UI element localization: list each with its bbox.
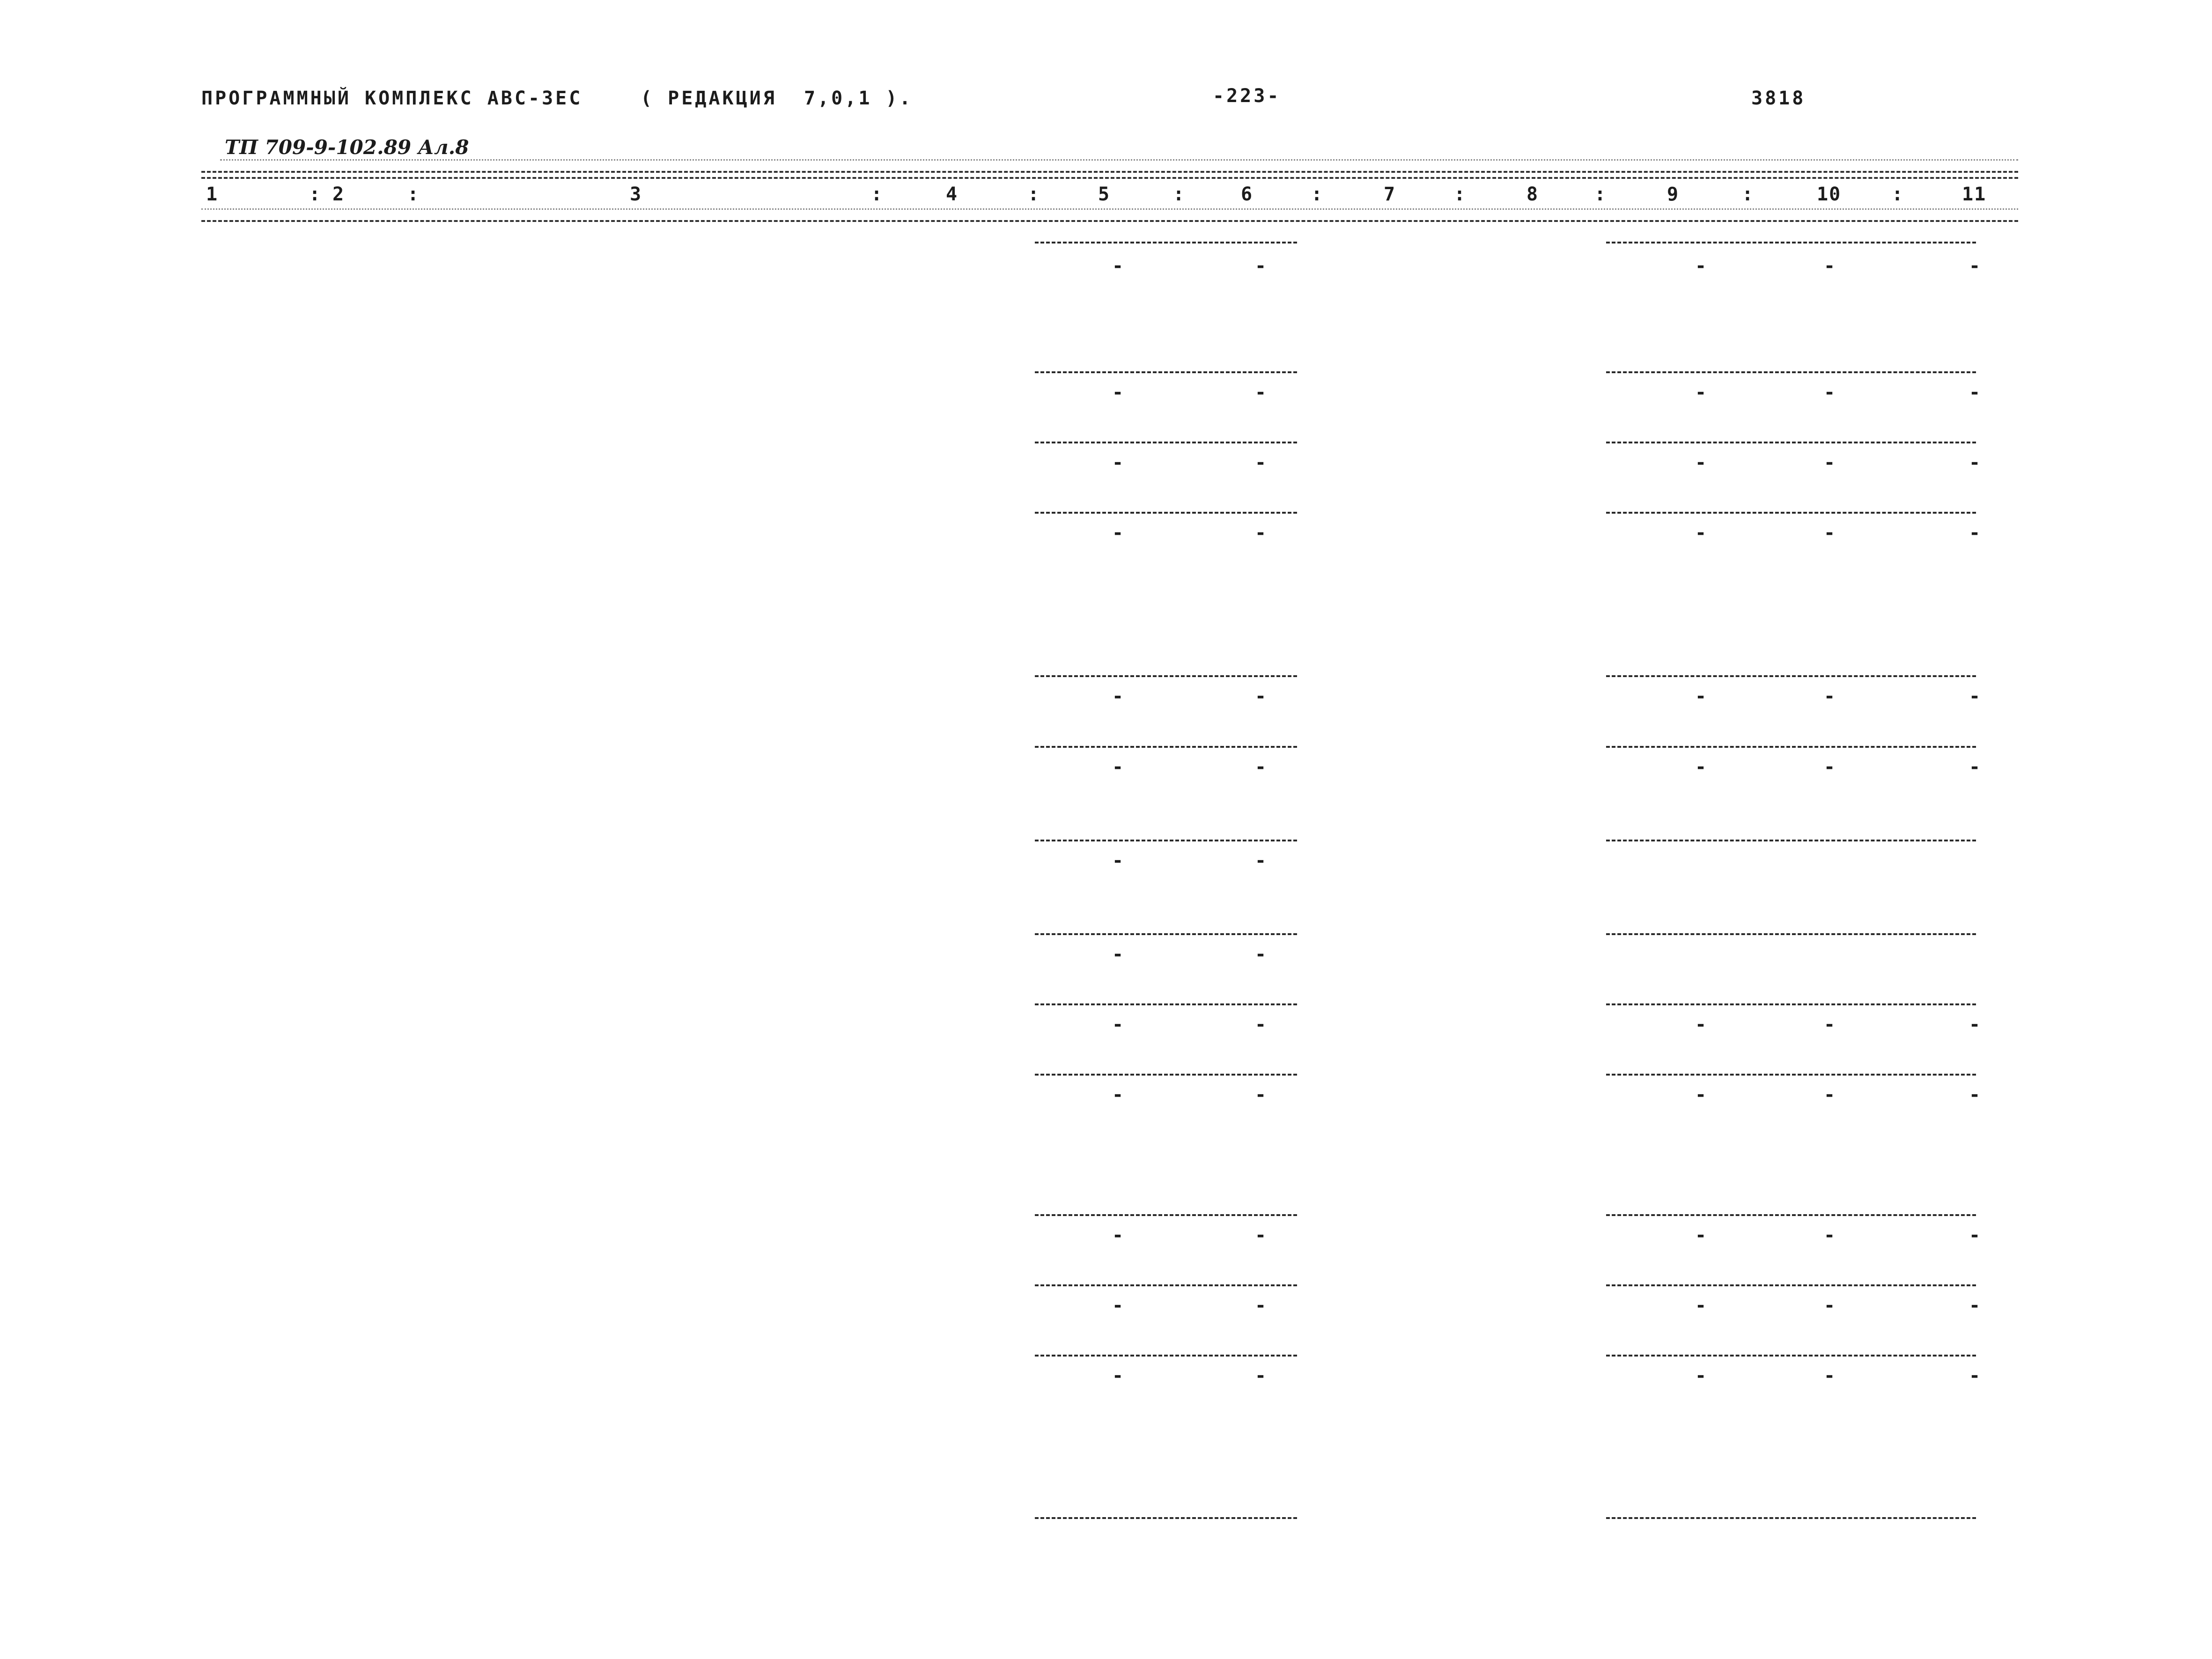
placeholder-dash: -: [1255, 1014, 1268, 1035]
placeholder-dash: -: [1255, 1084, 1268, 1106]
subtotal-underline: [1606, 1517, 1976, 1519]
placeholder-dash: -: [1112, 756, 1125, 778]
subtotal-underline: [1035, 675, 1297, 677]
placeholder-dash: -: [1255, 382, 1268, 403]
subtotal-underline: [1035, 1355, 1297, 1357]
header-bottom-rule: [201, 220, 2018, 222]
placeholder-dash: -: [1255, 850, 1268, 871]
placeholder-dash: -: [1695, 382, 1708, 403]
placeholder-dash: -: [1969, 255, 1982, 277]
column-header-6: 6: [1241, 184, 1253, 205]
placeholder-dash: -: [1695, 522, 1708, 544]
subtotal-underline: [1035, 746, 1297, 748]
column-header-dots: [201, 208, 2018, 210]
column-separator: :: [1892, 184, 1903, 205]
placeholder-dash: -: [1112, 944, 1125, 965]
subtotal-underline: [1035, 1214, 1297, 1216]
placeholder-dash: -: [1969, 382, 1982, 403]
subtotal-underline: [1606, 1003, 1976, 1005]
placeholder-dash: -: [1969, 522, 1982, 544]
subtotal-underline: [1035, 442, 1297, 443]
subtotal-underline: [1035, 840, 1297, 841]
column-separator: :: [1028, 184, 1040, 205]
placeholder-dash: -: [1695, 1224, 1708, 1246]
placeholder-dash: -: [1112, 1224, 1125, 1246]
placeholder-dash: -: [1969, 1014, 1982, 1035]
placeholder-dash: -: [1112, 255, 1125, 277]
placeholder-dash: -: [1824, 452, 1836, 473]
subtotal-underline: [1606, 371, 1976, 373]
top-rule: [201, 171, 2018, 173]
subtotal-underline: [1606, 1214, 1976, 1216]
placeholder-dash: -: [1824, 686, 1836, 707]
subtotal-underline: [1035, 512, 1297, 514]
column-separator: :: [1173, 184, 1185, 205]
subtotal-underline: [1606, 1355, 1976, 1357]
placeholder-dash: -: [1695, 686, 1708, 707]
subtotal-underline: [1606, 933, 1976, 935]
subtotal-underline: [1606, 512, 1976, 514]
subtotal-underline: [1606, 746, 1976, 748]
subtotal-underline: [1606, 242, 1976, 243]
column-header-8: 8: [1526, 184, 1539, 205]
placeholder-dash: -: [1695, 1295, 1708, 1316]
column-header-5: 5: [1098, 184, 1111, 205]
placeholder-dash: -: [1695, 1084, 1708, 1106]
placeholder-dash: -: [1112, 1295, 1125, 1316]
placeholder-dash: -: [1112, 522, 1125, 544]
placeholder-dash: -: [1824, 1014, 1836, 1035]
placeholder-dash: -: [1112, 1014, 1125, 1035]
placeholder-dash: -: [1695, 452, 1708, 473]
placeholder-dash: -: [1969, 1224, 1982, 1246]
placeholder-dash: -: [1969, 452, 1982, 473]
column-header-7: 7: [1384, 184, 1396, 205]
subtotal-underline: [1035, 371, 1297, 373]
placeholder-dash: -: [1112, 452, 1125, 473]
page-number: -223-: [1213, 85, 1281, 107]
placeholder-dash: -: [1255, 522, 1268, 544]
placeholder-dash: -: [1255, 944, 1268, 965]
column-header-2: 2: [332, 184, 345, 205]
subtotal-underline: [1035, 1003, 1297, 1005]
column-header-4: 4: [946, 184, 959, 205]
column-header-3: 3: [630, 184, 642, 205]
placeholder-dash: -: [1969, 1365, 1982, 1386]
column-separator: :: [1454, 184, 1466, 205]
placeholder-dash: -: [1824, 1224, 1836, 1246]
placeholder-dash: -: [1824, 1084, 1836, 1106]
column-separator: :: [1742, 184, 1754, 205]
placeholder-dash: -: [1824, 255, 1836, 277]
reference-underline: [220, 159, 2018, 161]
edition-label: ( РЕДАКЦИЯ 7,0,1 ).: [641, 88, 913, 109]
placeholder-dash: -: [1824, 1365, 1836, 1386]
subtotal-underline: [1035, 1284, 1297, 1286]
document-code: 3818: [1751, 88, 1806, 109]
column-separator: :: [1311, 184, 1323, 205]
subtotal-underline: [1035, 933, 1297, 935]
placeholder-dash: -: [1969, 756, 1982, 778]
top-rule-second: [201, 177, 2018, 179]
placeholder-dash: -: [1112, 382, 1125, 403]
placeholder-dash: -: [1824, 756, 1836, 778]
placeholder-dash: -: [1695, 255, 1708, 277]
placeholder-dash: -: [1824, 382, 1836, 403]
column-header-1: 1: [206, 184, 219, 205]
column-header-9: 9: [1667, 184, 1680, 205]
column-header-11: 11: [1962, 184, 1987, 205]
placeholder-dash: -: [1969, 1295, 1982, 1316]
placeholder-dash: -: [1112, 1084, 1125, 1106]
handwritten-reference: ТП 709-9-102.89 Ал.8: [225, 136, 469, 159]
placeholder-dash: -: [1969, 1084, 1982, 1106]
placeholder-dash: -: [1255, 756, 1268, 778]
placeholder-dash: -: [1695, 756, 1708, 778]
column-separator: :: [309, 184, 321, 205]
placeholder-dash: -: [1255, 1295, 1268, 1316]
column-header-10: 10: [1817, 184, 1842, 205]
placeholder-dash: -: [1255, 1365, 1268, 1386]
placeholder-dash: -: [1824, 1295, 1836, 1316]
placeholder-dash: -: [1112, 850, 1125, 871]
subtotal-underline: [1606, 675, 1976, 677]
placeholder-dash: -: [1824, 522, 1836, 544]
subtotal-underline: [1606, 1074, 1976, 1076]
placeholder-dash: -: [1255, 1224, 1268, 1246]
program-title: ПРОГРАММНЫЙ КОМПЛЕКС АВС-3ЕС: [201, 88, 583, 109]
placeholder-dash: -: [1695, 1014, 1708, 1035]
subtotal-underline: [1035, 242, 1297, 243]
placeholder-dash: -: [1112, 686, 1125, 707]
column-separator: :: [1594, 184, 1606, 205]
placeholder-dash: -: [1969, 686, 1982, 707]
placeholder-dash: -: [1112, 1365, 1125, 1386]
placeholder-dash: -: [1255, 452, 1268, 473]
placeholder-dash: -: [1255, 686, 1268, 707]
column-separator: :: [871, 184, 883, 205]
subtotal-underline: [1606, 442, 1976, 443]
subtotal-underline: [1606, 1284, 1976, 1286]
placeholder-dash: -: [1695, 1365, 1708, 1386]
subtotal-underline: [1035, 1074, 1297, 1076]
column-separator: :: [407, 184, 419, 205]
subtotal-underline: [1035, 1517, 1297, 1519]
subtotal-underline: [1606, 840, 1976, 841]
placeholder-dash: -: [1255, 255, 1268, 277]
